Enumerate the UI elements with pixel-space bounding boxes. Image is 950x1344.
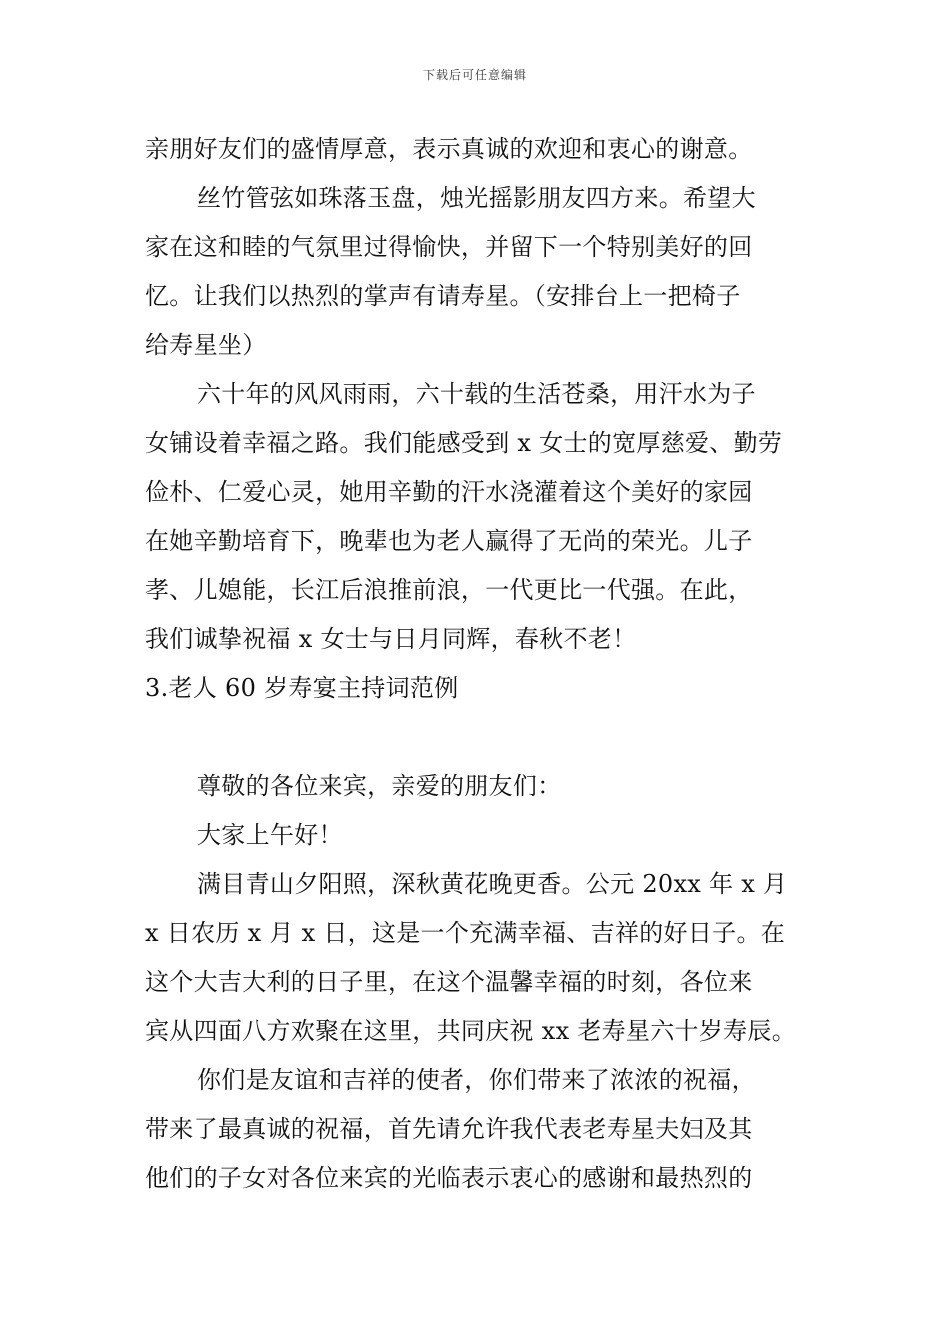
text-line: 满目青山夕阳照，深秋黄花晚更香。公元 20xx 年 x 月 xyxy=(197,870,788,898)
text-line: 他们的子女对各位来宾的光临表示衷心的感谢和最热烈的 xyxy=(145,1164,753,1192)
text-line: 我们诚挚祝福 x 女士与日月同辉，春秋不老！ xyxy=(145,625,637,653)
text-line: 这个大吉大利的日子里，在这个温馨幸福的时刻，各位来 xyxy=(145,968,753,996)
text-line: 家在这和睦的气氛里过得愉快，并留下一个特别美好的回 xyxy=(145,233,753,261)
text-line: 丝竹管弦如珠落玉盘，烛光摇影朋友四方来。希望大 xyxy=(197,184,756,212)
blank-line xyxy=(145,713,807,762)
page-header-note: 下载后可任意编辑 xyxy=(422,68,527,82)
text-line: 忆。让我们以热烈的掌声有请寿星。（安排台上一把椅子 xyxy=(145,282,741,310)
text-line: 带来了最真诚的祝福，首先请允许我代表老寿星夫妇及其 xyxy=(145,1115,753,1143)
text-line: 给寿星坐） xyxy=(145,331,267,359)
text-line: 孝、儿媳能，长江后浪推前浪，一代更比一代强。在此， xyxy=(145,576,753,604)
text-line: 尊敬的各位来宾，亲爱的朋友们： xyxy=(197,772,562,800)
text-line: 六十年的风风雨雨，六十载的生活苍桑，用汗水为子 xyxy=(197,380,756,408)
document-body xyxy=(145,125,807,1203)
text-line: 亲朋好友们的盛情厚意，表示真诚的欢迎和衷心的谢意。 xyxy=(145,135,753,163)
text-line: 在她辛勤培育下，晚辈也为老人赢得了无尚的荣光。儿子 xyxy=(145,527,753,555)
text-line: 大家上午好！ xyxy=(197,821,343,849)
text-line: x 日农历 x 月 x 日，这是一个充满幸福、吉祥的好日子。在 xyxy=(145,919,786,947)
text-line: 你们是友谊和吉祥的使者，你们带来了浓浓的祝福， xyxy=(197,1066,756,1094)
text-line: 宾从四面八方欢聚在这里，共同庆祝 xx 老寿星六十岁寿辰。 xyxy=(145,1017,797,1045)
text-line: 女铺设着幸福之路。我们能感受到 x 女士的宽厚慈爱、勤劳 xyxy=(145,429,783,457)
section-heading: 3.老人 60 岁寿宴主持词范例 xyxy=(145,674,459,702)
text-line: 俭朴、仁爱心灵，她用辛勤的汗水浇灌着这个美好的家园 xyxy=(145,478,753,506)
